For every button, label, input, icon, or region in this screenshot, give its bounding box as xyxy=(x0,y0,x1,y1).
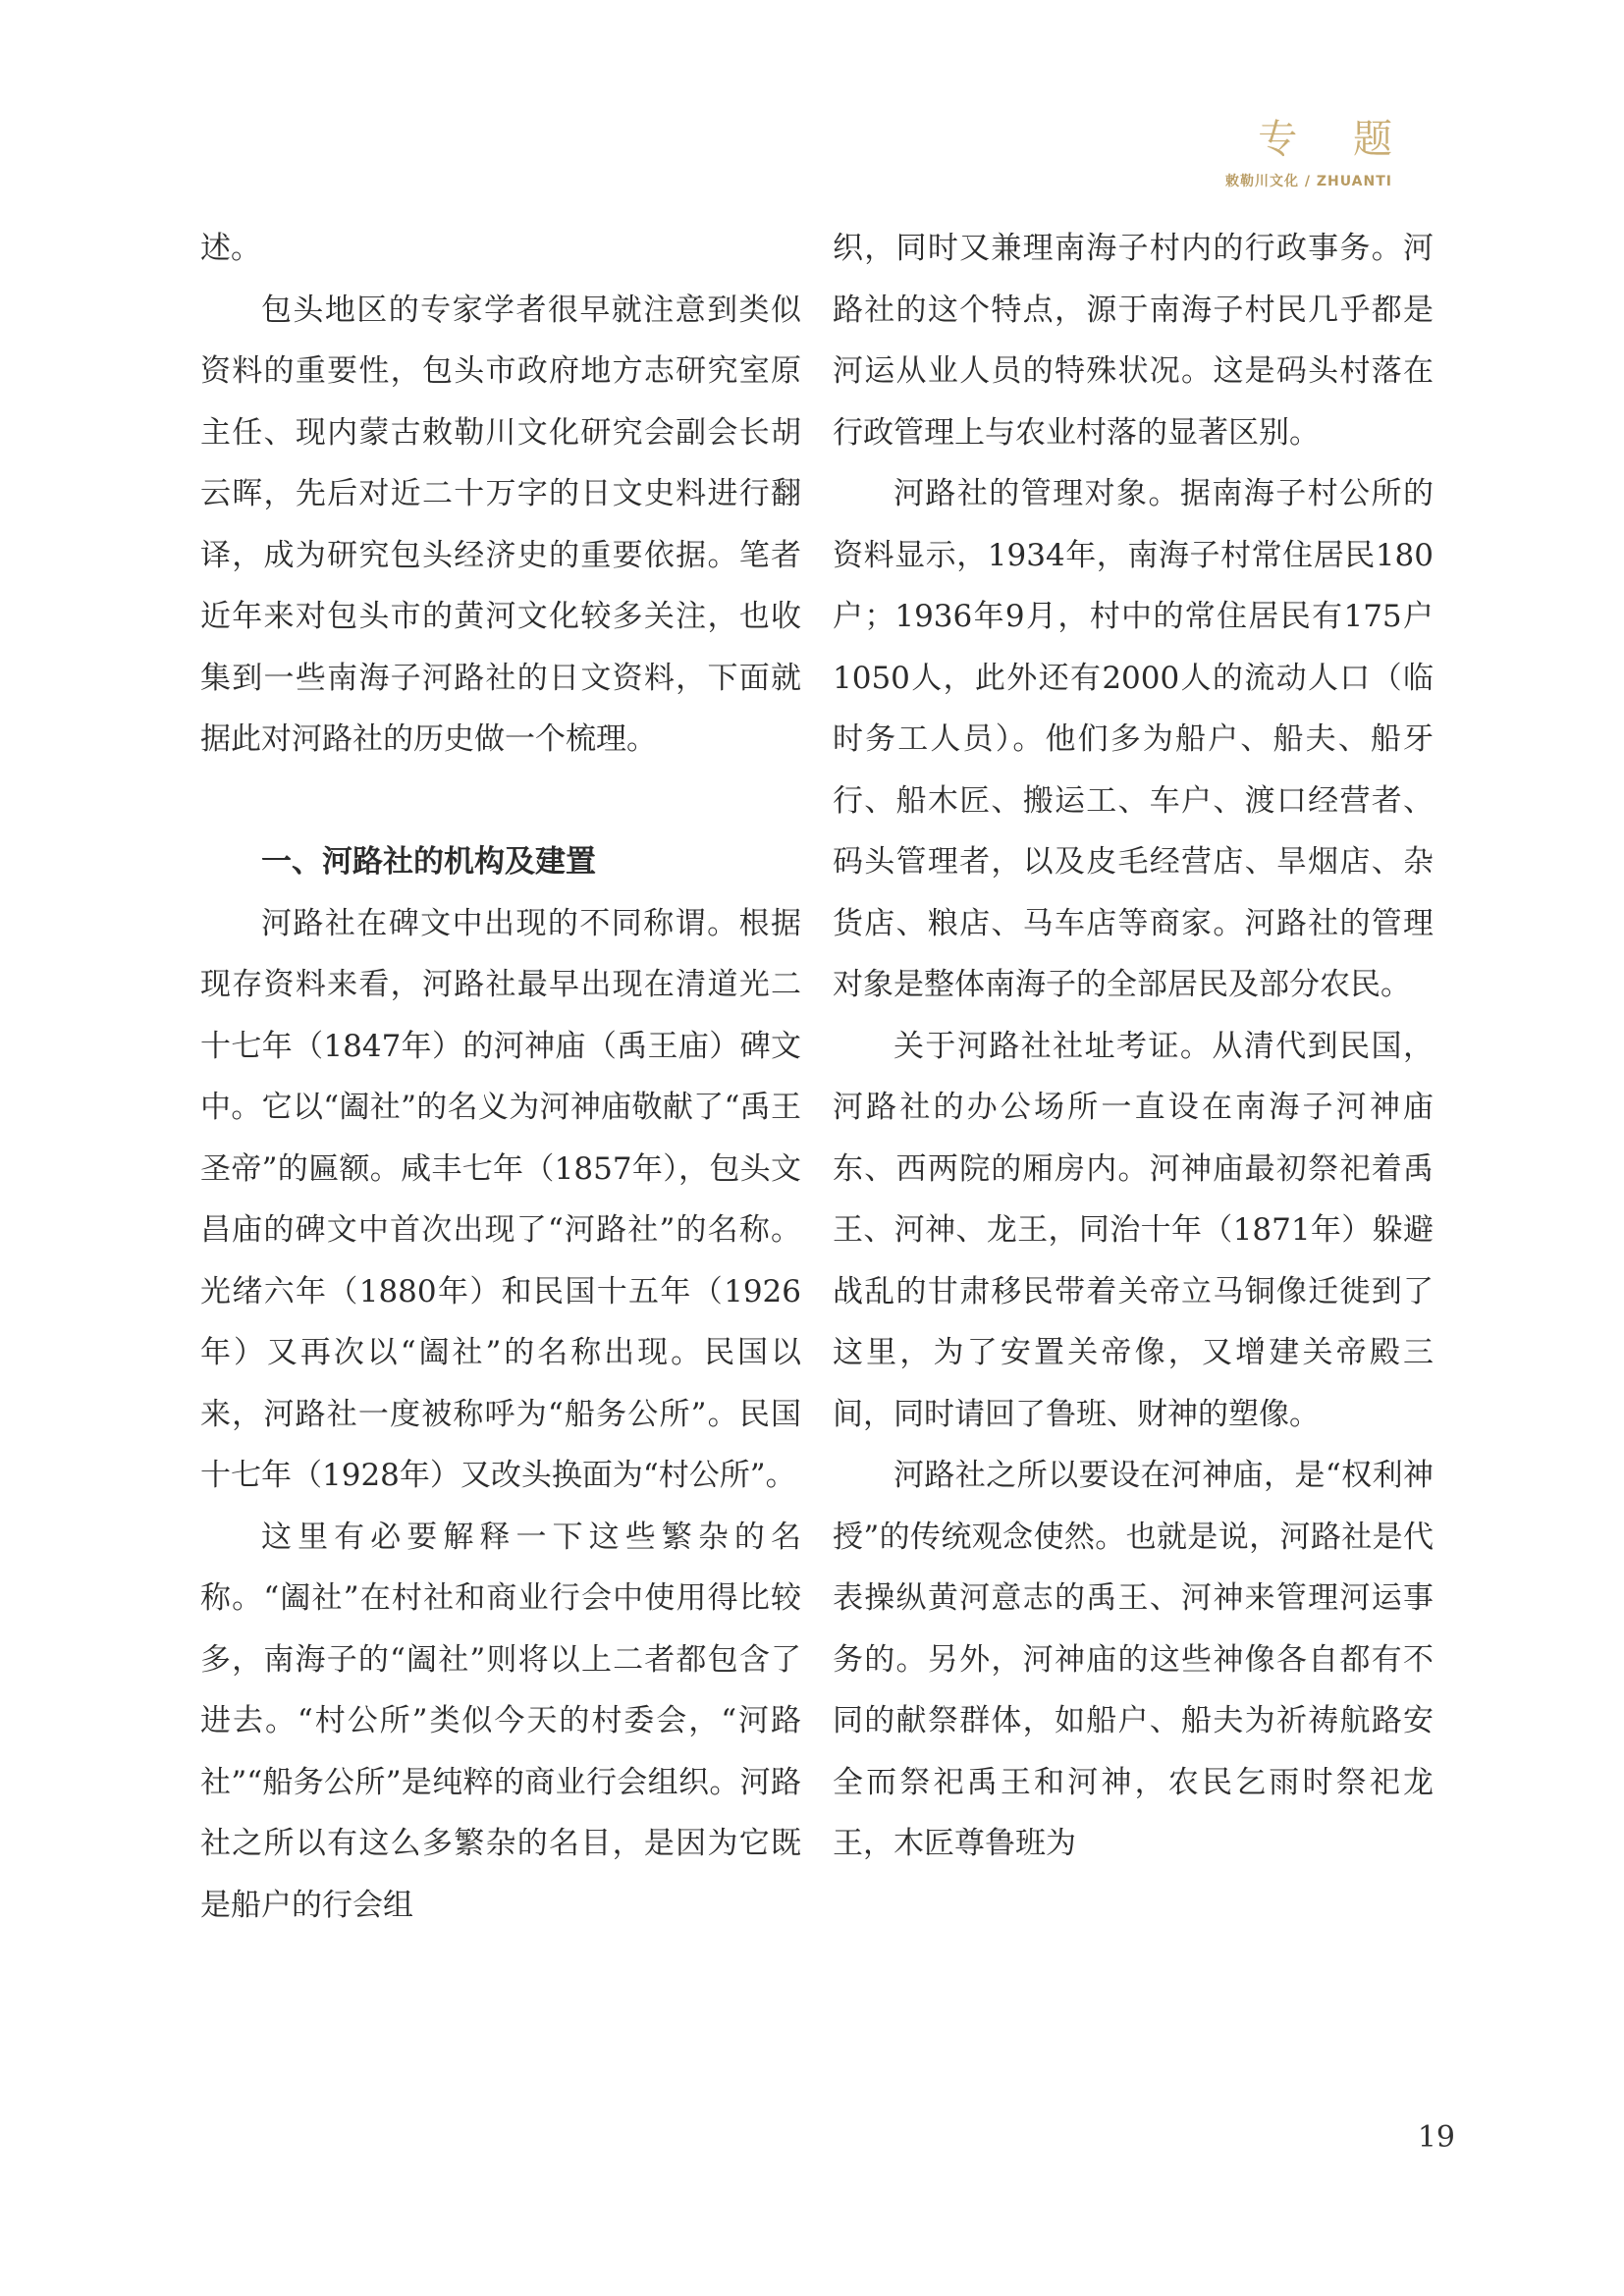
right-column xyxy=(833,218,1434,1875)
paragraph: 河路社在碑文中出现的不同称谓。根据现存资料来看，河路社最早出现在清道光二十七年（1847年）的河神庙（禹王庙）碑文中。它以“阖社”的名义为河神庙敬献了“禹王圣帝”的匾额。咸丰七年（1857年），包头文昌庙的碑文中首次出现了“河路社”的名称。光绪六年（1880年）和民国十五年（1926年）又再次以“阖社”的名称出现。民国以来，河路社一度被称呼为“船务公所”。民国十七年（1928年）又改头换面为“村公所”。 xyxy=(200,905,801,1493)
section-heading: 一、河路社的机构及建置 xyxy=(261,844,596,880)
paragraph: 织，同时又兼理南海子村内的行政事务。河路社的这个特点，源于南海子村民几乎都是河运从业人员的特殊状况。这是码头村落在行政管理上与农业村落的显著区别。 xyxy=(833,231,1434,451)
paragraph: 包头地区的专家学者很早就注意到类似资料的重要性，包头市政府地方志研究室原主任、现内蒙古敕勒川文化研究会副会长胡云晖，先后对近二十万字的日文史料进行翻译，成为研究包头经济史的重要依据。笔者近年来对包头市的黄河文化较多关注，也收集到一些南海子河路社的日文资料，下面就据此对河路社的历史做一个梳理。 xyxy=(200,292,801,757)
paragraph: 河路社的管理对象。据南海子村公所的资料显示，1934年，南海子村常住居民180户；1936年9月，村中的常住居民有175户1050人，此外还有2000人的流动人口（临时务工人员）。他们多为船户、船夫、船牙行、船木匠、搬运工、车户、渡口经营者、码头管理者，以及皮毛经营店、旱烟店、杂货店、粮店、马车店等商家。河路社的管理对象是整体南海子的全部居民及部分农民。 xyxy=(833,476,1434,1002)
left-column xyxy=(200,218,801,1936)
paragraph: 关于河路社社址考证。从清代到民国，河路社的办公场所一直设在南海子河神庙东、西两院的厢房内。河神庙最初祭祀着禹王、河神、龙王，同治十年（1871年）躲避战乱的甘肃移民带着关帝立马铜像迁徙到了这里，为了安置关帝像，又增建关帝殿三间，同时请回了鲁班、财神的塑像。 xyxy=(833,1028,1434,1432)
section-subtitle: 敕勒川文化 / ZHUANTI xyxy=(1225,174,1392,189)
paragraph: 述。 xyxy=(200,231,261,266)
section-title: 专 题 xyxy=(1258,117,1414,162)
paragraph: 河路社之所以要设在河神庙，是“权利神授”的传统观念使然。也就是说，河路社是代表操纵黄河意志的禹王、河神来管理河运事务的。另外，河神庙的这些神像各自都有不同的献祭群体，如船户、船夫为祈祷航路安全而祭祀禹王和河神，农民乞雨时祭祀龙王，木匠尊鲁班为 xyxy=(833,1458,1434,1861)
section-header xyxy=(1225,116,1414,190)
spacer xyxy=(200,771,801,832)
paragraph: 这里有必要解释一下这些繁杂的名称。“阖社”在村社和商业行会中使用得比较多，南海子的“阖社”则将以上二者都包含了进去。“村公所”类似今天的村委会，“河路社”“船务公所”是纯粹的商业行会组织。河路社之所以有这么多繁杂的名目，是因为它既是船户的行会组 xyxy=(200,1519,801,1923)
page-number: 19 xyxy=(1417,2120,1455,2155)
